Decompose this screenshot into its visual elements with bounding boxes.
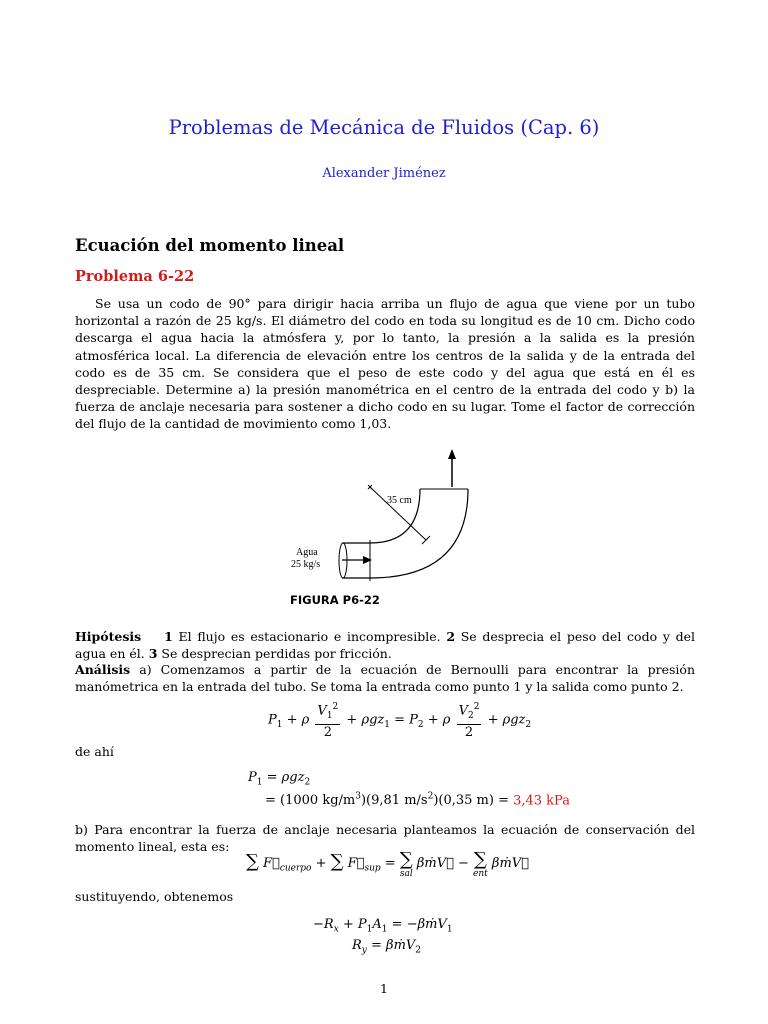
fluid-label: Agua (296, 547, 318, 558)
hypothesis-heading: Hipótesis (75, 629, 142, 644)
problem-heading: Problema 6-22 (75, 268, 195, 285)
pressure-equation-line2: = (1000 $kg/m^3)(9,81$ $m/s^2)(0,35$ m) = 3,43 kPa (265, 792, 570, 809)
result-value: 3,43 kPa (513, 793, 570, 809)
flow-rate-label: 25 kg/s (291, 559, 321, 570)
hypothesis-paragraph: Hipótesis 1 El flujo es estacionario e incompresible. 2 Se desprecia el peso del codo y del agua en él. 3 Se desprecian perdidas por fricción. (75, 629, 695, 662)
substituting-text: sustituyendo, obtenemos (75, 889, 234, 904)
page-number: 1 (380, 981, 388, 996)
from-there-text: de ahí (75, 744, 114, 759)
force-arrow-head (448, 449, 456, 459)
momentum-equation: ∑ $F⃗_{cuerpo}$ + ∑ $F⃗_{sup}$ = ∑ sal βṁV⃗ − ∑ ent βṁV⃗ (246, 849, 529, 879)
figure-caption: FIGURA P6-22 (290, 593, 380, 607)
force-equation-y: $R_y$ = βṁV$_2$ (352, 938, 422, 956)
elbow-figure (280, 447, 500, 612)
problem-statement: Se usa un codo de 90° para dirigir hacia arriba un flujo de agua que viene por un tubo horizontal a razón de 25 kg/s. El diámetro del codo en toda su longitud es de 10 cm. Dicho codo descarga el agua hacia la atmósfera y, por lo tanto, la presión a la salida es la presión atmosférica local. La diferencia de elevación entre los centros de la salida y de la entrada del codo es de 35 cm. Se considera que el peso de este codo y del agua que está en él es despreciable. Determine a) la presión manométrica en el centro de la entrada del codo y b) la fuerza de anclaje necesaria para sostener a dicho codo en su lugar. Tome el factor de corrección del flujo de la cantidad de movimiento como 1,03. (75, 296, 695, 432)
flow-arrow-head (363, 556, 372, 564)
force-equation-x: $-R_x + P_1A_1$ = −βṁV$_1$ (313, 917, 453, 935)
document-author: Alexander Jiménez (322, 166, 446, 181)
document-title: Problemas de Mecánica de Fluidos (Cap. 6) (168, 116, 600, 139)
bernoulli-equation: $P_1 + \rho$ $\frac{V_1^2}{2}$ + $\rho gz_1 = P_2 + \rho$ $\frac{V_2^2}{2}$ + ρgz$_2$ (268, 702, 532, 740)
analysis-paragraph: Análisis a) Comenzamos a partir de la ecuación de Bernoulli para encontrar la presión manómetrica en la entrada del tubo. Se toma la entrada como punto 1 y la salida como punto 2. (75, 662, 695, 695)
elbow-diagram (280, 447, 500, 612)
analysis-heading: Análisis (75, 662, 131, 677)
pressure-equation-line1: $P_1 = \rho gz_2$ (248, 770, 311, 788)
part-b-paragraph: b) Para encontrar la fuerza de anclaje necesaria planteamos la ecuación de conservación del momento lineal, esta es: (75, 822, 695, 855)
section-heading: Ecuación del momento lineal (75, 236, 345, 255)
distance-label: 35 cm (387, 495, 412, 506)
